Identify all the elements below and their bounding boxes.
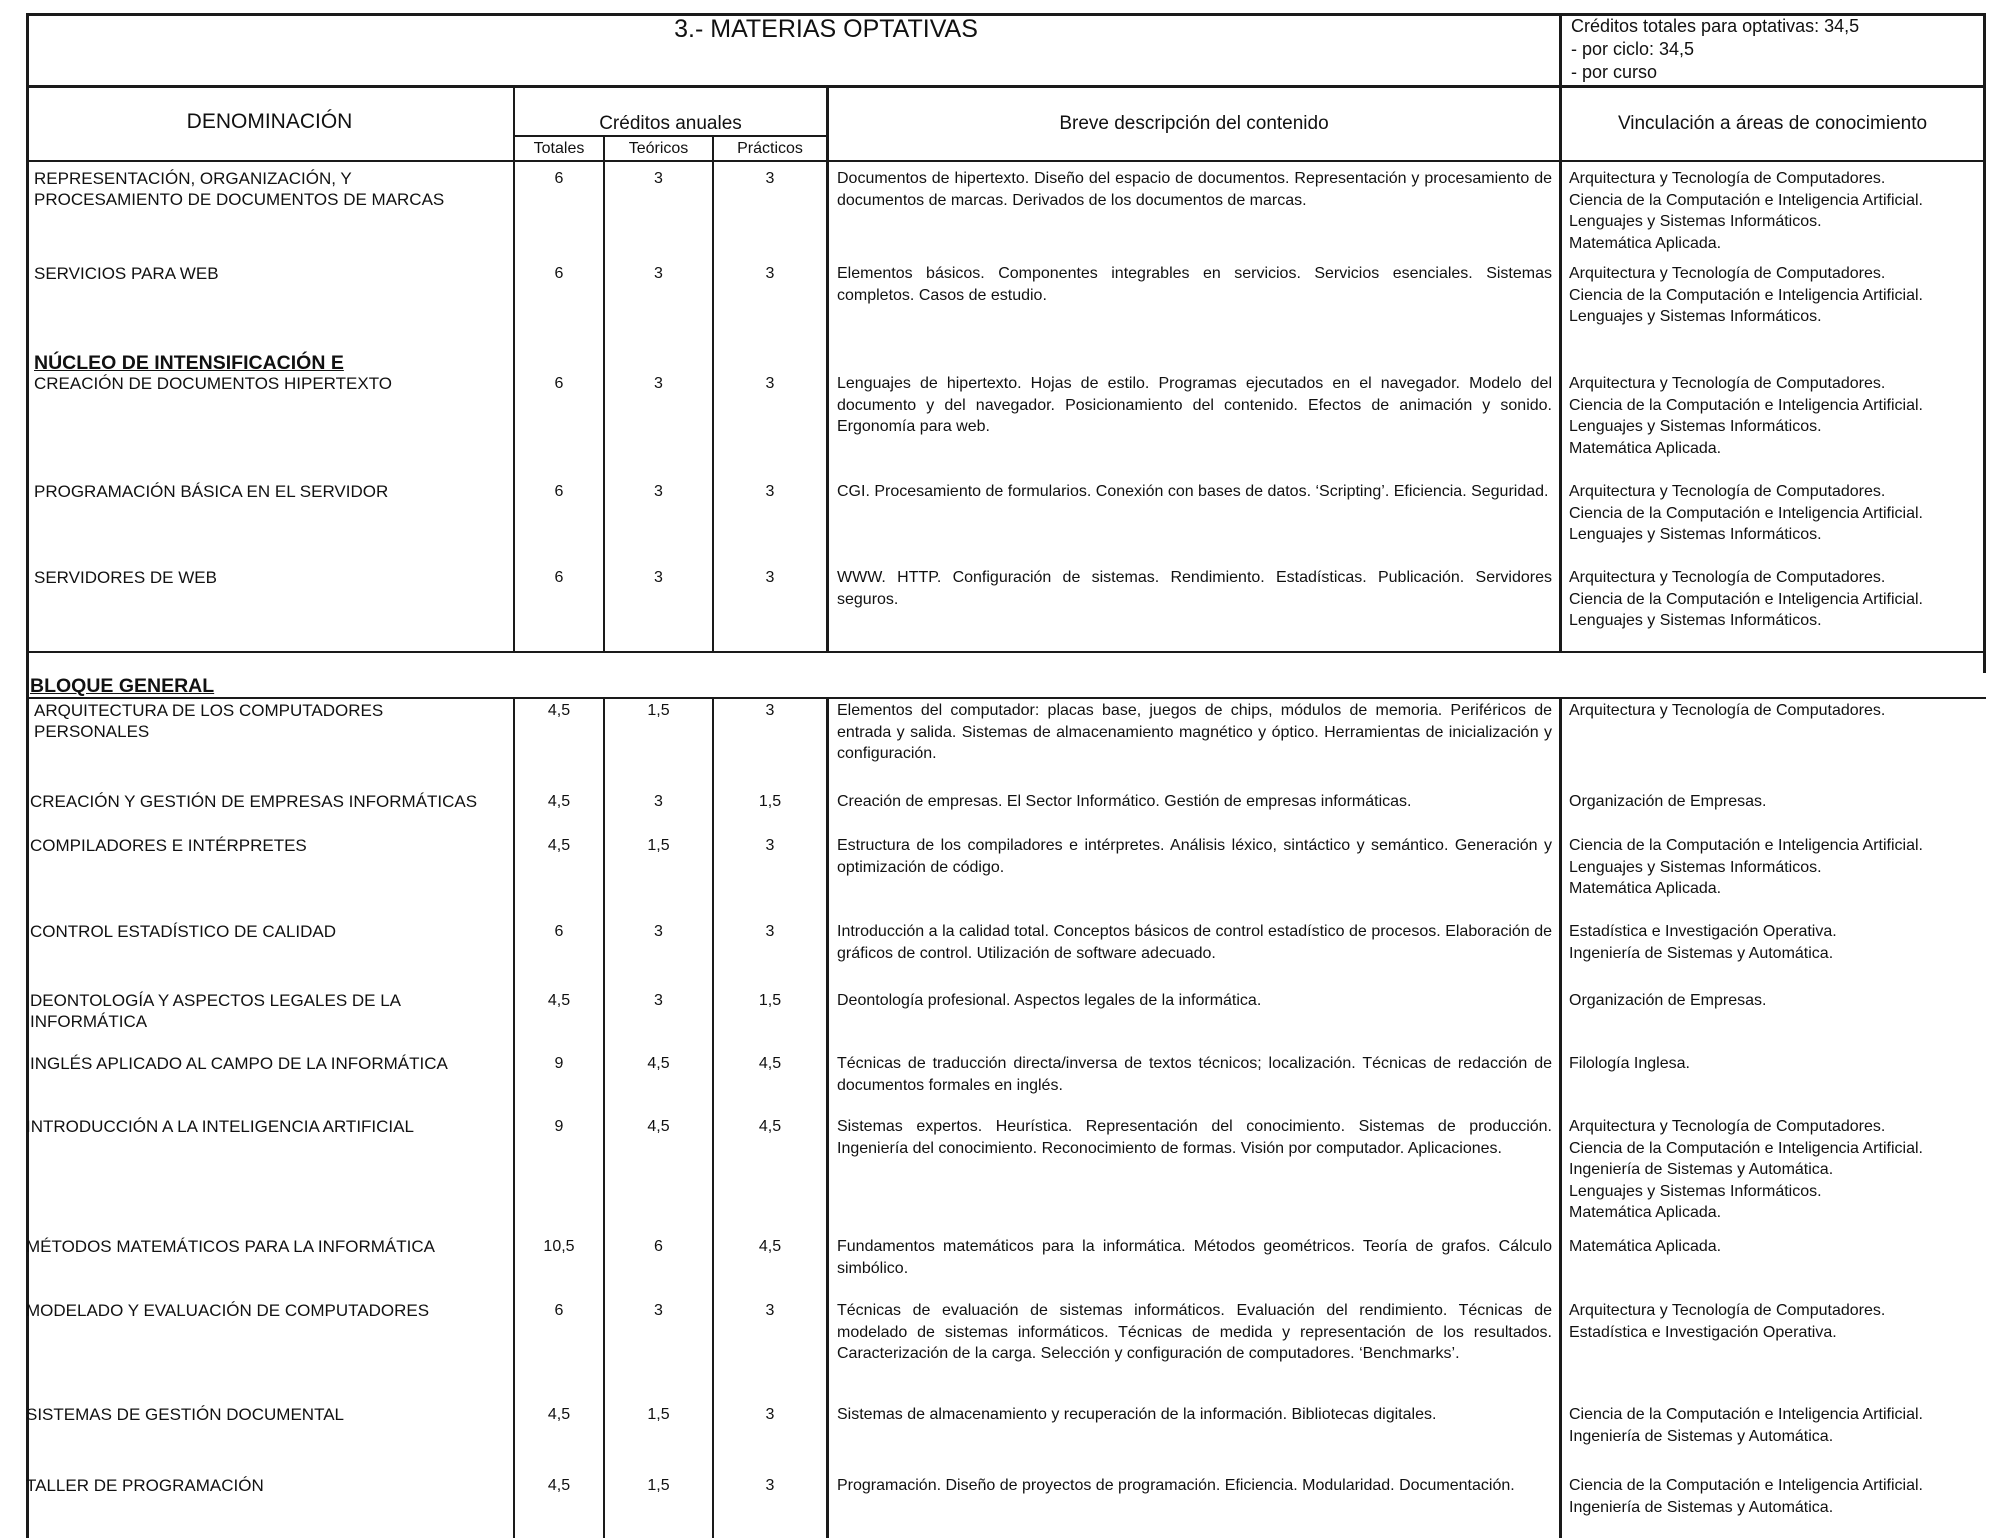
subject-description: CGI. Procesamiento de formularios. Conexión con bases de datos. ‘Scripting’. Eficiencia. Seguridad. bbox=[837, 483, 1549, 500]
col-header-totales: Totales bbox=[533, 140, 585, 157]
col-header-teoricos: Teóricos bbox=[628, 140, 689, 157]
credits-practicos: 4,5 bbox=[758, 1055, 782, 1072]
colhead-divider bbox=[26, 160, 1986, 162]
knowledge-areas: Filología Inglesa. bbox=[1569, 1055, 1690, 1072]
credits-teoricos: 3 bbox=[654, 923, 663, 940]
subject-name: SERVIDORES DE WEB bbox=[34, 568, 217, 587]
knowledge-areas: Estadística e Investigación Operativa. Ingeniería de Sistemas y Automática. bbox=[1569, 923, 1837, 962]
knowledge-areas: Arquitectura y Tecnología de Computadores. Ciencia de la Computación e Inteligencia Artificial. Lenguajes y Sistemas Informáticos. bbox=[1569, 569, 1923, 629]
credits-practicos: 3 bbox=[765, 1302, 775, 1319]
credits-practicos: 4,5 bbox=[758, 1238, 782, 1255]
bloque-bottom-line bbox=[26, 697, 1986, 699]
section-bloque-general: BLOQUE GENERAL bbox=[30, 675, 215, 697]
credits-teoricos: 4,5 bbox=[647, 1055, 670, 1072]
credits-totales: 4,5 bbox=[547, 702, 571, 719]
credits-totales: 4,5 bbox=[547, 992, 571, 1009]
subject-name: TALLER DE PROGRAMACIÓN bbox=[26, 1476, 264, 1495]
credits-practicos: 3 bbox=[765, 837, 775, 854]
col-header-description: Breve descripción del contenido bbox=[1059, 113, 1329, 134]
credits-practicos: 3 bbox=[765, 1406, 775, 1423]
credits-teoricos: 1,5 bbox=[647, 837, 670, 854]
subject-description: Programación. Diseño de proyectos de programación. Eficiencia. Modularidad. Documentación. bbox=[837, 1477, 1515, 1494]
subject-description: Introducción a la calidad total. Conceptos básicos de control estadístico de procesos. Elaboración de gráficos de control. Utilización de software adecuado. bbox=[837, 923, 1552, 962]
knowledge-areas: Arquitectura y Tecnología de Computadores. Ciencia de la Computación e Inteligencia Artificial. Lenguajes y Sistemas Informáticos. Matemática Aplicada. bbox=[1569, 375, 1923, 457]
credits-practicos: 4,5 bbox=[758, 1118, 782, 1135]
col-line-5 bbox=[1559, 85, 1562, 652]
subject-name: DEONTOLOGÍA Y ASPECTOS LEGALES DE LA INFORMÁTICA bbox=[30, 991, 402, 1031]
subject-name: CREACIÓN Y GESTIÓN DE EMPRESAS INFORMÁTICAS bbox=[30, 792, 478, 811]
knowledge-areas: Ciencia de la Computación e Inteligencia Artificial. Lenguajes y Sistemas Informáticos. Matemática Aplicada. bbox=[1569, 837, 1923, 897]
knowledge-areas: Arquitectura y Tecnología de Computadores. bbox=[1569, 702, 1886, 719]
knowledge-areas: Organización de Empresas. bbox=[1569, 992, 1767, 1009]
credits-per-cycle: - por ciclo: 34,5 bbox=[1571, 39, 1695, 59]
knowledge-areas: Matemática Aplicada. bbox=[1569, 1238, 1722, 1255]
credits-total: Créditos totales para optativas: 34,5 bbox=[1571, 16, 1860, 36]
subject-name: SISTEMAS DE GESTIÓN DOCUMENTAL bbox=[26, 1405, 345, 1424]
subject-description: Estructura de los compiladores e intérpretes. Análisis léxico, sintáctico y semántico. Generación y optimización de código. bbox=[837, 837, 1552, 876]
subject-description: Creación de empresas. El Sector Informático. Gestión de empresas informáticas. bbox=[837, 793, 1412, 810]
subject-description: Técnicas de traducción directa/inversa de textos técnicos; localización. Técnicas de redacción de documentos formales en inglés. bbox=[837, 1055, 1552, 1094]
credits-per-course: - por curso bbox=[1571, 62, 1658, 82]
credits-teoricos: 6 bbox=[654, 1238, 663, 1255]
credits-practicos: 3 bbox=[765, 170, 775, 187]
col-line-5b bbox=[1559, 698, 1562, 1538]
knowledge-areas: Arquitectura y Tecnología de Computadores. Ciencia de la Computación e Inteligencia Artificial. Lenguajes y Sistemas Informáticos. bbox=[1569, 483, 1923, 543]
subject-description: Fundamentos matemáticos para la informática. Métodos geométricos. Teoría de grafos. Cálculo simbólico. bbox=[837, 1238, 1552, 1277]
credits-totales: 9 bbox=[554, 1055, 564, 1072]
subject-name: REPRESENTACIÓN, ORGANIZACIÓN, Y PROCESAMIENTO DE DOCUMENTOS DE MARCAS bbox=[34, 169, 445, 209]
credits-practicos: 3 bbox=[765, 702, 775, 719]
credits-teoricos: 1,5 bbox=[647, 1477, 670, 1494]
credits-totales: 6 bbox=[554, 569, 564, 586]
credits-teoricos: 3 bbox=[654, 1302, 663, 1319]
subject-description: Deontología profesional. Aspectos legales de la informática. bbox=[837, 992, 1262, 1009]
credits-practicos: 1,5 bbox=[758, 992, 782, 1009]
credits-teoricos: 3 bbox=[654, 170, 663, 187]
credits-totales: 9 bbox=[554, 1118, 564, 1135]
subject-description: Elementos del computador: placas base, juegos de chips, módulos de memoria. Periféricos de entrada y salida. Sistemas de almacenamiento magnético y óptico. Herramientas de inicialización y configuración. bbox=[837, 702, 1552, 762]
subject-name: CREACIÓN DE DOCUMENTOS HIPERTEXTO bbox=[34, 374, 392, 393]
knowledge-areas: Arquitectura y Tecnología de Computadores. Estadística e Investigación Operativa. bbox=[1569, 1302, 1886, 1341]
credits-totales: 6 bbox=[554, 1302, 564, 1319]
credits-teoricos: 3 bbox=[654, 265, 663, 282]
subject-name: CONTROL ESTADÍSTICO DE CALIDAD bbox=[30, 922, 337, 941]
credits-totales: 6 bbox=[554, 265, 564, 282]
credits-practicos: 3 bbox=[765, 375, 775, 392]
credits-teoricos: 3 bbox=[654, 483, 663, 500]
knowledge-areas: Arquitectura y Tecnología de Computadores. Ciencia de la Computación e Inteligencia Artificial. Lenguajes y Sistemas Informáticos. bbox=[1569, 265, 1923, 325]
bloque-top-line bbox=[26, 651, 1986, 653]
credits-teoricos: 3 bbox=[654, 569, 663, 586]
col-line-4b bbox=[826, 698, 829, 1538]
credits-totales: 4,5 bbox=[547, 1406, 571, 1423]
credits-teoricos: 4,5 bbox=[647, 1118, 670, 1135]
col-line-4 bbox=[826, 85, 829, 652]
title-credits-divider bbox=[1559, 13, 1562, 88]
credits-teoricos: 1,5 bbox=[647, 702, 670, 719]
credits-totales: 4,5 bbox=[547, 1477, 571, 1494]
credits-teoricos: 3 bbox=[654, 375, 663, 392]
credits-teoricos: 3 bbox=[654, 793, 663, 810]
knowledge-areas: Ciencia de la Computación e Inteligencia Artificial. Ingeniería de Sistemas y Automática. bbox=[1569, 1477, 1923, 1516]
credits-totales: 10,5 bbox=[543, 1238, 575, 1255]
subject-description: Sistemas de almacenamiento y recuperación de la información. Bibliotecas digitales. bbox=[837, 1406, 1437, 1423]
subject-name: INGLÉS APLICADO AL CAMPO DE LA INFORMÁTICA bbox=[30, 1054, 448, 1073]
subject-description: Lenguajes de hipertexto. Hojas de estilo. Programas ejecutados en el navegador. Modelo del documento y del navegador. Posicionamiento del contenido. Efectos de animación y sonido. Ergonomía para web. bbox=[837, 375, 1552, 435]
knowledge-areas: Arquitectura y Tecnología de Computadores. Ciencia de la Computación e Inteligencia Artificial. Ingeniería de Sistemas y Automática. Lenguajes y Sistemas Informáticos. Matemática Aplicada. bbox=[1569, 1118, 1923, 1221]
credits-sub-divider bbox=[513, 135, 828, 137]
section-nucleo: NÚCLEO DE INTENSIFICACIÓN E bbox=[34, 352, 344, 374]
subject-description: Documentos de hipertexto. Diseño del espacio de documentos. Representación y procesamiento de documentos de marcas. Derivados de los documentos de marcas. bbox=[837, 170, 1552, 209]
header-divider bbox=[26, 85, 1986, 88]
col-header-credits: Créditos anuales bbox=[599, 113, 742, 134]
credits-practicos: 3 bbox=[765, 923, 775, 940]
credits-practicos: 1,5 bbox=[758, 793, 782, 810]
credits-totales: 6 bbox=[554, 170, 564, 187]
subject-description: Elementos básicos. Componentes integrables en servicios. Servicios esenciales. Sistemas completos. Casos de estudio. bbox=[837, 265, 1552, 304]
col-header-name: DENOMINACIÓN bbox=[186, 110, 353, 133]
credits-totales: 4,5 bbox=[547, 793, 571, 810]
subject-name: ARQUITECTURA DE LOS COMPUTADORES PERSONALES bbox=[34, 701, 384, 741]
subject-description: Técnicas de evaluación de sistemas informáticos. Evaluación del rendimiento. Técnicas de modelado de sistemas informáticos. Técnicas de medida y representación de los resultados. Caracterización de la carga. Selección y configuración de computadores. ‘Benchmarks’. bbox=[837, 1302, 1552, 1362]
credits-totales: 6 bbox=[554, 483, 564, 500]
page-title: 3.- MATERIAS OPTATIVAS bbox=[674, 15, 978, 43]
credits-totales: 4,5 bbox=[547, 837, 571, 854]
credits-practicos: 3 bbox=[765, 1477, 775, 1494]
credits-practicos: 3 bbox=[765, 265, 775, 282]
subject-name: INTRODUCCIÓN A LA INTELIGENCIA ARTIFICIAL bbox=[26, 1117, 414, 1136]
credits-practicos: 3 bbox=[765, 569, 775, 586]
credits-totales: 6 bbox=[554, 923, 564, 940]
subject-name: MÉTODOS MATEMÁTICOS PARA LA INFORMÁTICA bbox=[26, 1237, 435, 1256]
knowledge-areas: Ciencia de la Computación e Inteligencia Artificial. Ingeniería de Sistemas y Automática. bbox=[1569, 1406, 1923, 1445]
credits-teoricos: 3 bbox=[654, 992, 663, 1009]
subject-description: Sistemas expertos. Heurística. Representación del conocimiento. Sistemas de producción. Ingeniería del conocimiento. Reconocimiento de formas. Visión por computador. Aplicaciones. bbox=[837, 1118, 1552, 1157]
subject-description: WWW. HTTP. Configuración de sistemas. Rendimiento. Estadísticas. Publicación. Servidores seguros. bbox=[837, 569, 1552, 608]
credits-teoricos: 1,5 bbox=[647, 1406, 670, 1423]
knowledge-areas: Arquitectura y Tecnología de Computadores. Ciencia de la Computación e Inteligencia Artificial. Lenguajes y Sistemas Informáticos. Matemática Aplicada. bbox=[1569, 170, 1923, 252]
border-right bbox=[1983, 13, 1986, 673]
credits-totales: 6 bbox=[554, 375, 564, 392]
subject-name: PROGRAMACIÓN BÁSICA EN EL SERVIDOR bbox=[34, 482, 389, 501]
knowledge-areas: Organización de Empresas. bbox=[1569, 793, 1767, 810]
col-header-areas: Vinculación a áreas de conocimiento bbox=[1617, 113, 1928, 134]
optional-subjects-table bbox=[26, 13, 1986, 1538]
subject-name: COMPILADORES E INTÉRPRETES bbox=[30, 836, 307, 855]
credits-practicos: 3 bbox=[765, 483, 775, 500]
subject-name: MODELADO Y EVALUACIÓN DE COMPUTADORES bbox=[26, 1301, 430, 1320]
subject-name: SERVICIOS PARA WEB bbox=[34, 264, 219, 283]
col-header-practicos: Prácticos bbox=[737, 140, 803, 157]
